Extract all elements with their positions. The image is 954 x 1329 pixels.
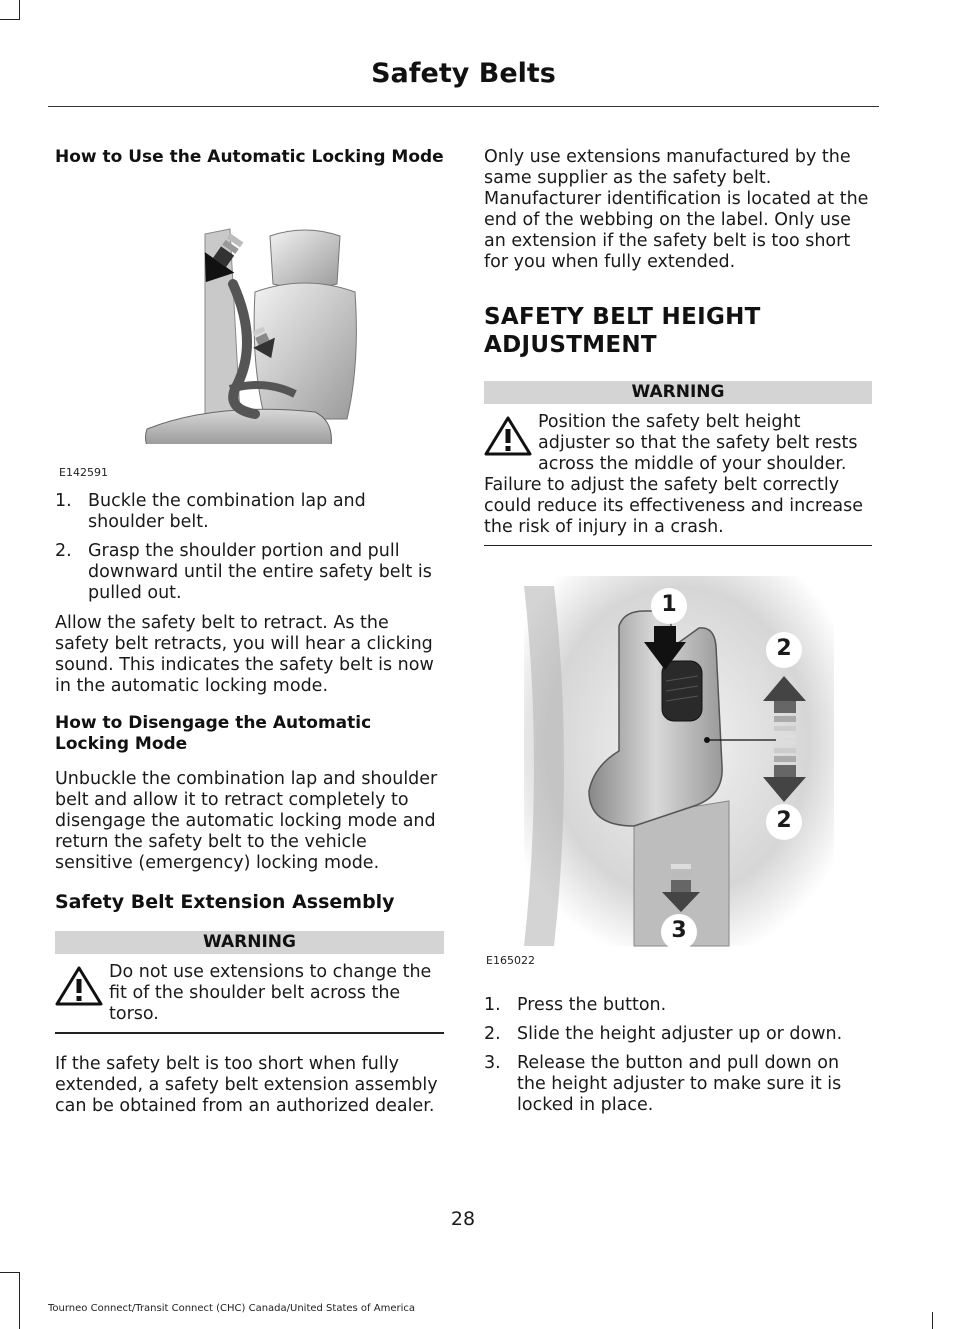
warning-triangle-icon [484, 416, 532, 456]
seat-belt-figure [55, 174, 444, 479]
callout-1: 1 [661, 592, 677, 617]
heading-automatic-locking: How to Use the Automatic Locking Mode [55, 147, 444, 167]
crop-mark [19, 1272, 20, 1329]
list-item [484, 995, 872, 1016]
height-adjuster-figure [484, 566, 872, 986]
callout-2-up: 2 [776, 636, 792, 661]
step-number: 2. [484, 1024, 501, 1044]
step-number: 3. [484, 1053, 501, 1073]
step-text: Press the button. [517, 995, 667, 1015]
warning-text: Position the safety belt height adjuster so that the safety belt rests across the middle of your shoulder. Failure to adjust the safety belt correctly could reduce its effectiveness and increase the risk of injury in a crash. [484, 412, 864, 537]
page-title: Safety Belts [371, 58, 556, 89]
paragraph-disengage: Unbuckle the combination lap and shoulder belt and allow it to retract completely to disengage the automatic locking mode and return the safety belt to the vehicle sensitive (emergency) locking mode. [55, 769, 438, 873]
locking-steps [55, 491, 444, 604]
list-item [484, 1053, 872, 1116]
height-steps [484, 995, 872, 1116]
warning-divider [484, 545, 872, 546]
list-item [484, 1024, 872, 1045]
crop-mark [0, 1272, 20, 1273]
step-number: 1. [55, 491, 72, 511]
heading-disengage: How to Disengage the Automatic Locking Mode [55, 713, 372, 754]
right-column [484, 147, 872, 1124]
warning-header: WARNING [55, 931, 444, 954]
left-column [55, 147, 444, 1117]
step-text: Release the button and pull down on the height adjuster to make sure it is locked in place. [517, 1053, 842, 1115]
callout-3: 3 [671, 918, 687, 943]
crop-mark [932, 1312, 933, 1329]
warning-box [484, 412, 872, 538]
paragraph-extension: If the safety belt is too short when fully extended, a safety belt extension assembly can be obtained from an authorized dealer. [55, 1054, 438, 1116]
step-number: 2. [55, 541, 72, 561]
title-divider [48, 106, 879, 107]
step-text: Slide the height adjuster up or down. [517, 1024, 843, 1044]
warning-header: WARNING [484, 381, 872, 404]
seat-illustration [55, 174, 444, 444]
figure-id: E165022 [486, 954, 535, 967]
figure-id: E142591 [59, 466, 108, 479]
step-number: 1. [484, 995, 501, 1015]
list-item [55, 491, 444, 533]
warning-divider [55, 1032, 444, 1034]
warning-triangle-icon [55, 966, 103, 1006]
callout-2-down: 2 [776, 808, 792, 833]
warning-box [55, 962, 444, 1025]
list-item [55, 541, 444, 604]
crop-mark [0, 19, 20, 20]
document-footer: Tourneo Connect/Transit Connect (CHC) Canada/United States of America [48, 1303, 415, 1314]
warning-text: Do not use extensions to change the fit of the shoulder belt across the torso. [109, 962, 432, 1024]
heading-extension-assembly: Safety Belt Extension Assembly [55, 891, 395, 913]
step-text: Buckle the combination lap and shoulder belt. [88, 491, 366, 532]
paragraph-supplier: Only use extensions manufactured by the same supplier as the safety belt. Manufacturer identification is located at the end of the webbing on the label. Only use an extension if the safety belt is too short for you when fully extended. [484, 147, 869, 272]
paragraph-retract: Allow the safety belt to retract. As the safety belt retracts, you will hear a clicking sound. This indicates the safety belt is now in the automatic locking mode. [55, 613, 434, 696]
heading-height-adjustment: SAFETY BELT HEIGHT ADJUSTMENT [484, 304, 761, 358]
page-number: 28 [450, 1208, 476, 1230]
step-text: Grasp the shoulder portion and pull downward until the entire safety belt is pulled out. [88, 541, 432, 603]
crop-mark [19, 0, 20, 20]
